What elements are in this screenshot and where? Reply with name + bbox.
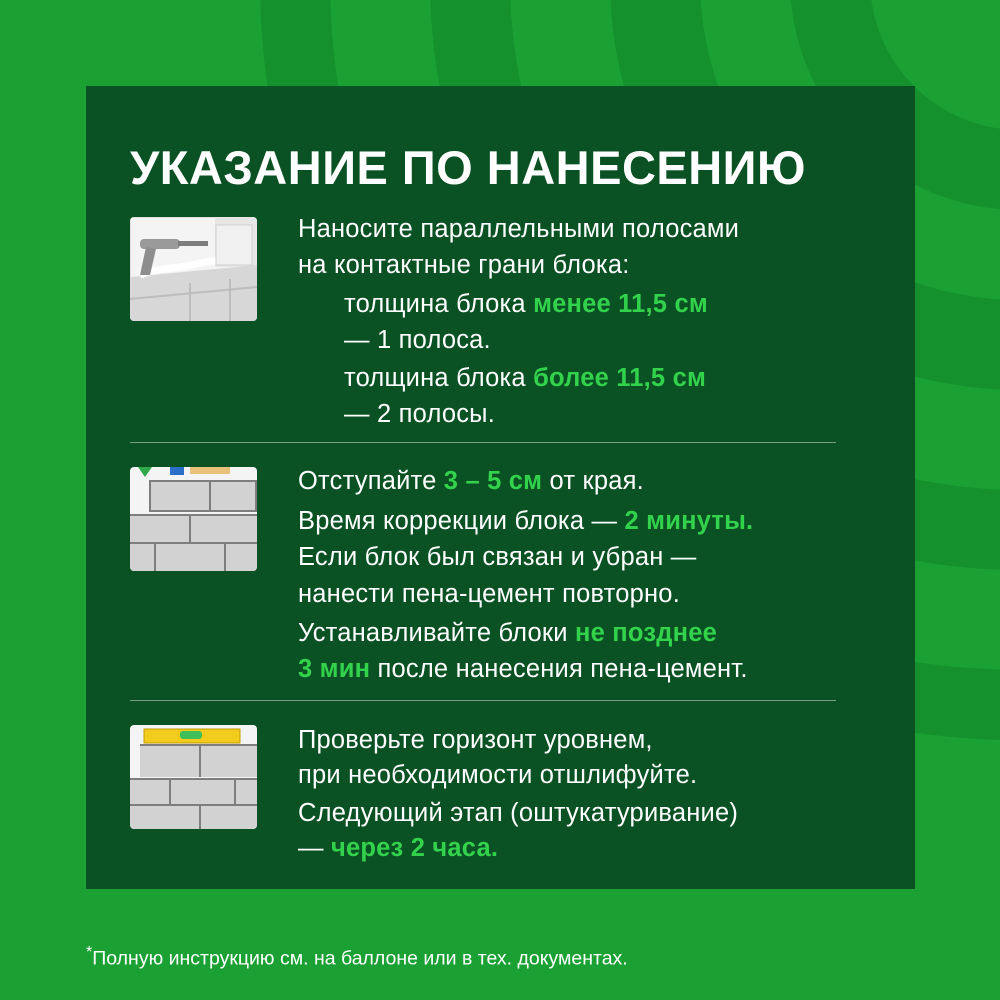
text-fragment: — 1 полоса. — [344, 326, 491, 354]
text-fragment: Наносите параллельными полосами — [298, 215, 740, 243]
text-line — [298, 651, 748, 687]
text-line — [298, 463, 644, 499]
section-divider — [130, 442, 836, 443]
text-fragment: на контактные грани блока: — [298, 251, 630, 279]
text-line — [298, 247, 630, 283]
section-divider — [130, 700, 836, 701]
text-line — [344, 286, 708, 322]
highlight-text: более 11,5 см — [533, 364, 707, 392]
text-fragment: Время коррекции блока — — [298, 507, 625, 535]
text-fragment: толщина блока — [344, 364, 534, 392]
text-line — [298, 503, 753, 539]
text-line — [298, 722, 653, 758]
text-line — [298, 211, 739, 247]
highlight-text: 2 минуты. — [624, 507, 754, 535]
text-fragment: Проверьте горизонт уровнем, — [298, 726, 653, 754]
foam-gun-on-block-icon — [130, 217, 257, 321]
highlight-text: не позднее — [575, 619, 717, 647]
text-fragment: Отступайте — [298, 467, 444, 495]
footnote-mark: * — [86, 944, 93, 961]
text-line — [298, 830, 498, 866]
text-fragment: от края. — [542, 467, 644, 495]
highlight-text: 3 – 5 см — [443, 467, 543, 495]
text-line — [298, 757, 697, 793]
text-fragment: нанести пена-цемент повторно. — [298, 580, 680, 608]
text-line — [298, 615, 717, 651]
highlight-text: через 2 часа. — [331, 834, 499, 862]
text-fragment: Устанавливайте блоки — [298, 619, 576, 647]
page-title: УКАЗАНИЕ ПО НАНЕСЕНИЮ — [130, 141, 806, 194]
text-line — [298, 795, 738, 831]
text-line — [344, 360, 706, 396]
text-fragment: — — [298, 834, 331, 862]
spirit-level-icon — [130, 725, 257, 829]
brick-wall-icon — [130, 467, 257, 571]
text-line — [298, 576, 680, 612]
footnote — [86, 944, 628, 971]
highlight-text: менее 11,5 см — [533, 290, 708, 318]
text-fragment: Если блок был связан и убран — — [298, 543, 697, 571]
highlight-text: 3 мин — [298, 655, 371, 683]
text-fragment: Следующий этап (оштукатуривание) — [298, 799, 739, 827]
footnote-text: Полную инструкцию см. на баллоне или в тех. документах. — [92, 947, 628, 970]
text-fragment: толщина блока — [344, 290, 534, 318]
text-fragment: при необходимости отшлифуйте. — [298, 761, 698, 789]
text-line — [344, 322, 491, 358]
text-line — [298, 539, 697, 575]
text-fragment: — 2 полосы. — [344, 400, 495, 428]
text-fragment: после нанесения пена-цемент. — [370, 655, 748, 683]
text-line — [344, 396, 495, 432]
